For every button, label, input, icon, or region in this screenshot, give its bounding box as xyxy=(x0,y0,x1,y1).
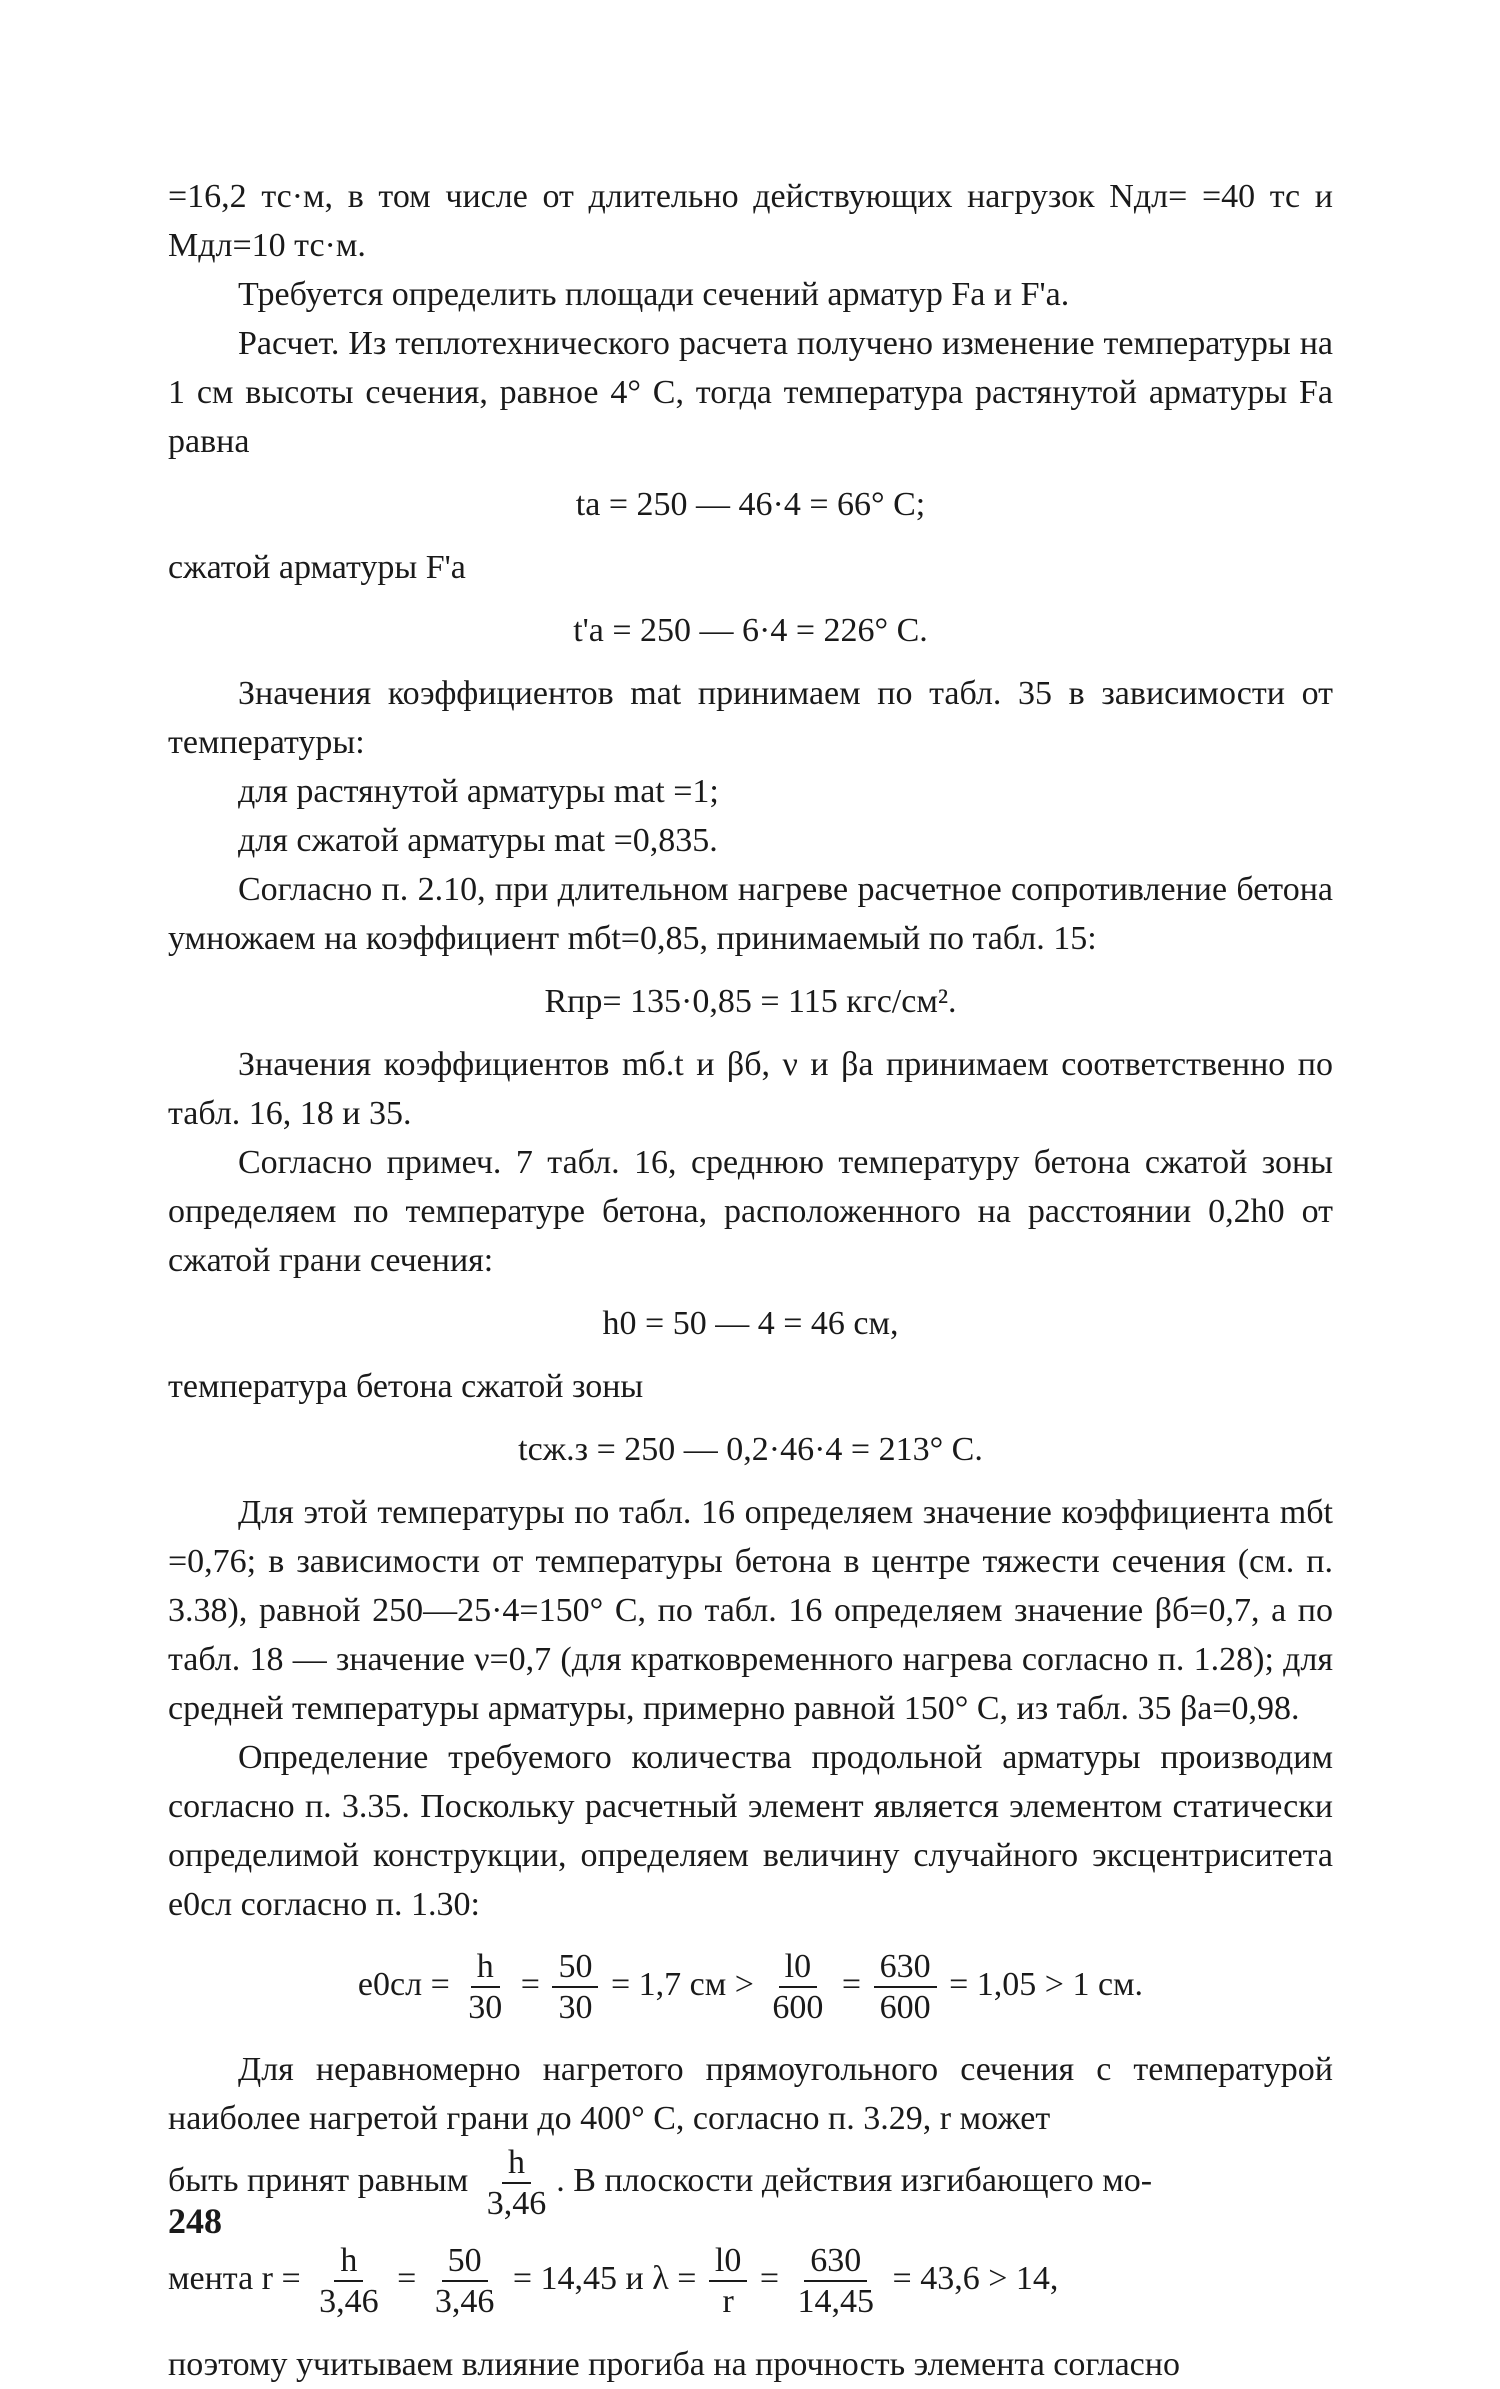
paragraph: Согласно п. 2.10, при длительном нагреве расчетное сопротивление бетона умножаем на коэффициент mбt=0,85, принимаемый по табл. 15: xyxy=(168,871,1333,957)
fraction xyxy=(792,2241,881,2321)
formula-text: = xyxy=(759,2260,780,2298)
fraction xyxy=(429,2241,501,2321)
fraction xyxy=(481,2143,553,2223)
paragraph: поэтому учитываем влияние прогиба на прочность элемента согласно xyxy=(168,2345,1180,2383)
formula-text: = xyxy=(520,1965,540,2003)
eccentricity-formula xyxy=(168,1947,1333,2027)
numerator: h xyxy=(334,2241,363,2282)
equation: h0 = 50 — 4 = 46 см, xyxy=(602,1305,899,1342)
paragraph: для растянутой арматуры mat =1; xyxy=(238,773,719,810)
fraction xyxy=(874,1947,937,2027)
paragraph: для сжатой арматуры mat =0,835. xyxy=(238,822,718,859)
paragraph: Значения коэффициентов mб.t и βб, ν и βa принимаем соответственно по табл. 16, 18 и 35. xyxy=(168,1046,1333,1132)
denominator: 3,46 xyxy=(486,2185,547,2223)
formula-text: = 1,7 см > xyxy=(610,1965,754,2003)
numerator: h xyxy=(471,1947,500,1988)
equation: ta = 250 — 46·4 = 66° С; xyxy=(575,486,926,523)
denominator: r xyxy=(722,2283,734,2321)
numerator: h xyxy=(502,2143,531,2184)
paragraph: Требуется определить площади сечений арматур Fa и F'a. xyxy=(238,276,1070,313)
paragraph: Для этой температуры по табл. 16 определяем значение коэффициента mбt =0,76; в зависимости от температуры бетона в центре тяжести сечения (см. п. 3.38), равной 250—25·4=150° С, по табл. 16 определяем значение βб=0,7, а по табл. 18 — значение ν=0,7 (для кратковременного нагрева согласно п. 1.28); для средней температуры арматуры, примерно равной 150° С, из табл. 35 βa=0,98. xyxy=(168,1494,1333,1727)
formula-text: = 14,45 и λ = xyxy=(512,2260,697,2298)
fraction xyxy=(462,1947,508,2027)
page-text xyxy=(168,172,1333,2389)
paragraph: Согласно примеч. 7 табл. 16, среднюю температуру бетона сжатой зоны определяем по температуре бетона, расположенного на расстоянии 0,2h0 от сжатой грани сечения: xyxy=(168,1144,1333,1279)
equation: t'a = 250 — 6·4 = 226° С. xyxy=(573,612,928,649)
paragraph: температура бетона сжатой зоны xyxy=(168,1368,644,1405)
inline-text: быть принят равным xyxy=(168,2162,469,2200)
formula-text: = 1,05 > 1 см. xyxy=(949,1965,1144,2003)
numerator: 630 xyxy=(804,2241,867,2282)
numerator: l0 xyxy=(709,2241,747,2282)
page-number: 248 xyxy=(168,2201,222,2241)
fraction xyxy=(313,2241,385,2321)
fraction xyxy=(552,1947,598,2027)
formula-text: = xyxy=(397,2260,417,2298)
formula-text: = xyxy=(841,1965,862,2003)
denominator: 14,45 xyxy=(797,2283,875,2321)
equation: Rпр= 135·0,85 = 115 кгс/см². xyxy=(544,983,957,1020)
paragraph: Расчет. Из теплотехнического расчета получено изменение температуры на 1 см высоты сечения, равное 4° С, тогда температура растянутой арматуры Fa равна xyxy=(168,325,1333,460)
equation: tсж.з = 250 — 0,2·46·4 = 213° С. xyxy=(518,1431,983,1468)
paragraph: Значения коэффициентов mat принимаем по табл. 35 в зависимости от температуры: xyxy=(168,675,1333,761)
denominator: 600 xyxy=(772,1989,824,2027)
paragraph: сжатой арматуры F'a xyxy=(168,549,466,586)
denominator: 3,46 xyxy=(319,2283,379,2321)
formula-text: = 43,6 > 14, xyxy=(892,2260,1059,2298)
paragraph: Для неравномерно нагретого прямоугольного сечения с температурой наиболее нагретой грани до 400° С, согласно п. 3.29, r может xyxy=(168,2051,1333,2138)
numerator: 50 xyxy=(552,1947,598,1988)
numerator: 50 xyxy=(442,2241,488,2282)
radius-formula xyxy=(168,2241,1333,2321)
denominator: 30 xyxy=(558,1989,593,2027)
denominator: 600 xyxy=(879,1989,931,2027)
formula-text: мента r = xyxy=(168,2260,301,2298)
paragraph-with-fraction xyxy=(168,2143,1333,2223)
denominator: 3,46 xyxy=(434,2283,495,2321)
paragraph: Определение требуемого количества продольной арматуры производим согласно п. 3.35. Поскольку расчетный элемент является элементом статически определимой конструкции, определяем величину случайного эксцентриситета e0сл согласно п. 1.30: xyxy=(168,1739,1333,1923)
numerator: 630 xyxy=(874,1947,937,1988)
fraction xyxy=(766,1947,829,2027)
paragraph: =16,2 тс·м, в том числе от длительно действующих нагрузок Nдл= =40 тс и Mдл=10 тс·м. xyxy=(168,178,1333,264)
formula-text: e0сл = xyxy=(357,1965,450,2003)
numerator: l0 xyxy=(779,1947,817,1988)
denominator: 30 xyxy=(468,1989,503,2027)
fraction xyxy=(709,2241,747,2321)
inline-text: . В плоскости действия изгибающего мо- xyxy=(556,2162,1153,2200)
